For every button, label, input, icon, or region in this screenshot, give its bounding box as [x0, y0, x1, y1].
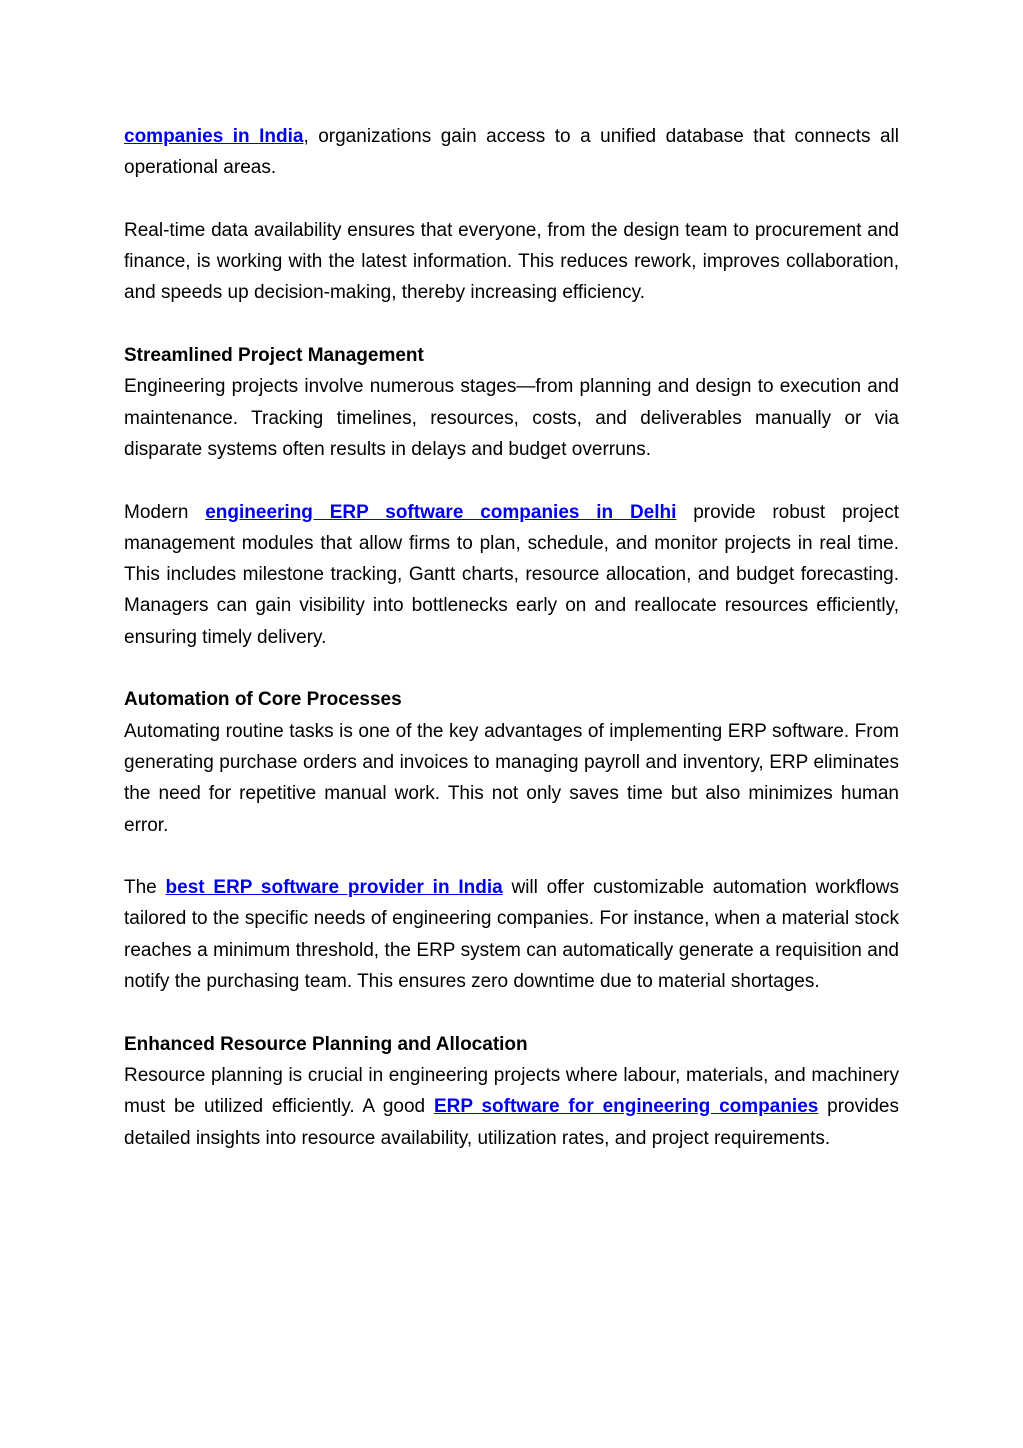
heading-automation-of-core-processes: Automation of Core Processes	[124, 689, 402, 711]
paragraph-text: Modern	[124, 501, 206, 523]
paragraph-text: , organizations gain access to a unified database that connects all operational areas.	[124, 126, 899, 179]
paragraph-text: The	[124, 877, 166, 899]
section-enhanced-resource-planning	[124, 1029, 899, 1154]
paragraph-real-time-data	[124, 215, 899, 309]
link-best-erp-software-provider-in-india[interactable]: best ERP software provider in India	[165, 877, 503, 899]
paragraph-resource-planning	[124, 1060, 899, 1154]
paragraph-best-erp-provider	[124, 872, 899, 997]
paragraph-engineering-projects	[124, 371, 899, 465]
paragraph-text: provides detailed insights into resource availability, utilization rates, and project requirements.	[124, 1096, 899, 1149]
link-erp-software-for-engineering-companies[interactable]: ERP software for engineering companies	[433, 1096, 819, 1118]
document-page	[124, 121, 899, 1185]
paragraph-text: Automating routine tasks is one of the key advantages of implementing ERP software. From generating purchase orders and invoices to managing payroll and inventory, ERP eliminates the need for repetitive manual work. This not only saves time but also minimizes human error.	[124, 720, 899, 836]
paragraph-text: Real-time data availability ensures that everyone, from the design team to procurement and finance, is working with the latest information. This reduces rework, improves collaboration, and speeds up decision-making, thereby increasing efficiency.	[124, 219, 899, 304]
paragraph-text: Engineering projects involve numerous stages—from planning and design to execution and maintenance. Tracking timelines, resources, costs, and deliverables manually or via disparate systems often results in delays and budget overruns.	[124, 376, 899, 460]
heading-enhanced-resource-planning: Enhanced Resource Planning and Allocation	[124, 1033, 528, 1055]
paragraph-automating-routine-tasks	[124, 716, 899, 841]
link-engineering-erp-software-companies-in-delhi[interactable]: engineering ERP software companies in Delhi	[205, 501, 677, 523]
link-companies-in-india[interactable]: companies in India	[124, 126, 304, 147]
section-streamlined-project-management	[124, 340, 899, 465]
paragraph-text: provide robust project management modules that allow firms to plan, schedule, and monitor projects in real time. This includes milestone tracking, Gantt charts, resource allocation, and budget forecasting. Managers can gain visibility into bottlenecks early on and reallocate resources efficiently, ensuring timely delivery.	[124, 501, 899, 648]
paragraph-unified-database	[124, 121, 899, 184]
paragraph-text: will offer customizable automation workflows tailored to the specific needs of engineering companies. For instance, when a material stock reaches a minimum threshold, the ERP system can automatically generate a requisition and notify the purchasing team. This ensures zero downtime due to material shortages.	[124, 877, 900, 993]
heading-streamlined-project-management: Streamlined Project Management	[124, 345, 424, 367]
paragraph-modern-erp	[124, 497, 899, 653]
section-automation-of-core-processes	[124, 684, 899, 840]
paragraph-text: Resource planning is crucial in engineering projects where labour, materials, and machinery must be utilized efficiently. A good	[124, 1064, 899, 1118]
